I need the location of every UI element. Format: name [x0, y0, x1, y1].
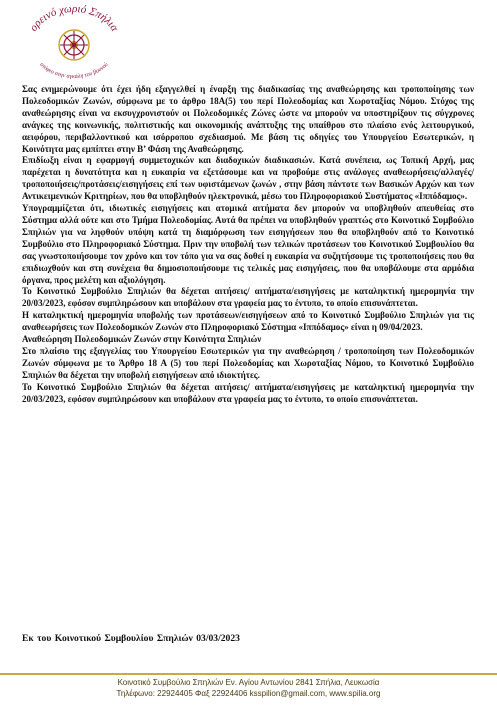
- footer-address: Κοινοτικό Συμβούλιο Σπηλιών Εν. Αγίου Αντωνίου 2841 Σπήλια, Λευκωσία: [117, 678, 380, 687]
- footer-contact: Τηλέφωνο: 22924405 Φαξ 22924406 ksspilion@gmail.com, www.spilia.org: [116, 689, 381, 698]
- signature-line: Εκ του Κοινοτικού Συμβουλίου Σπηλιών 03/03/2023: [22, 633, 240, 644]
- logo-emblem-icon: [59, 30, 89, 60]
- footer: [0, 677, 497, 699]
- footer-divider: [0, 673, 497, 675]
- section-heading: Αναθεώρηση Πολεοδομικών Ζωνών στην Κοινότητα Σπηλιών: [22, 334, 262, 345]
- paragraph-deadline-repeat: Το Κοινοτικό Συμβούλιο Σπηλιών θα δέχεται αιτήσεις/ αιτήματα/εισηγήσεις με καταληκτική ημερομηνία την 20/03/2023, εφόσον συμπληρώσουν και υποβάλουν στα γραφεία μας το έντυπο, το οποίο επισυνάπτεται.: [22, 381, 474, 404]
- paragraph-deadline-council: Η καταληκτική ημερομηνία υποβολής των προτάσεων/εισηγήσεων από το Κοινοτικό Συμβούλιο Σπηλιών για τις αναθεωρήσεις των Πολεοδομικών Ζωνών στο Πληροφοριακό Σύστημα «Ιππόδαμος» είναι η 09/04/2023.: [22, 310, 474, 333]
- announcement-body: [22, 84, 474, 405]
- paragraph-participation: Επιδίωξη είναι η εφαρμογή συμμετοχικών και διαδοχικών διαδικασιών. Κατά συνέπεια, ως Τοπική Αρχή, μας παρέχεται η δυνατότητα και η ευκαιρία να εξετάσουμε και να προβούμε στις ανάλογες αναθεωρήσεις/αλλαγές/τροποποιήσεις/προτάσεις/εισηγήσεις επί των υφιστάμενων ζωνών , στην βάση πάντοτε των Βασικών Αρχών και των Αντικειμενικών Κριτηρίων, που θα υποβληθούν ηλεκτρονικά, μέσω του Πληροφοριακού Συστήματος «Ιππόδαμος».: [22, 155, 474, 202]
- logo-title: ορεινό χωριό Σπήλια: [27, 4, 121, 34]
- paragraph-owners-submissions: Στο πλαίσιο της εξαγγελίας του Υπουργείου Εσωτερικών για την αναθεώρηση / τροποποίηση των Πολεοδομικών Ζωνών σύμφωνα με το Άρθρο 18 Α (5) του περί Πολεοδομίας και Χωροταξίας Νόμου, το Κοινοτικό Συμβούλιο Σπηλιών θα δέχεται την υποβολή εισηγήσεων από ιδιοκτήτες.: [22, 345, 474, 380]
- village-logo: [14, 4, 134, 82]
- logo-subtitle: ατόφιο στην αγκάλη του βουνού: [38, 61, 110, 81]
- paragraph-private-submissions: Υπογραμμίζεται ότι, ιδιωτικές εισηγήσεις και ατομικά αιτήματα δεν μπορούν να υποβληθούν απευθείας στο Σύστημα αλλά ούτε και στο Τμήμα Πολεοδομίας. Αυτά θα πρέπει να υποβληθούν γραπτώς στο Κοινοτικό Συμβούλιο Σπηλιών για να ληφθούν υπόψη κατά τη διαμόρφωση των εισηγήσεων που θα υποβληθούν από το Κοινοτικό Συμβούλιο στο Πληροφοριακό Σύστημα. Πριν την υποβολή των τελικών προτάσεων του Κοινοτικού Συμβουλίου θα σας γνωστοποιήσουμε τον χρόνο και τον τόπο για να σας δοθεί η ευκαιρία να συζητήσουμε τις τροποποιήσεις που θα επιδιωχθούν και στη συνέχεια θα δημοσιοποιήσουμε τις τελικές μας εισηγήσεις, που θα υποβάλουμε στα αρμόδια όργανα, προς μελέτη και αξιολόγηση.: [22, 203, 474, 285]
- paragraph-deadline-requests: Το Κοινοτικό Συμβούλιο Σπηλιών θα δέχεται αιτήσεις/ αιτήματα/εισηγήσεις με καταληκτική ημερομηνία την 20/03/2023, εφόσον συμπληρώσουν και υποβάλουν στα γραφεία μας το έντυπο, το οποίο επισυνάπτεται.: [22, 286, 474, 309]
- paragraph-intro: Σας ενημερώνουμε ότι έχει ήδη εξαγγελθεί η έναρξη της διαδικασίας της αναθεώρησης και τροποποίησης των Πολεοδομικών Ζωνών, σύμφωνα με το άρθρο 18Α(5) του περί Πολεοδομίας και Χωροταξίας Νόμου. Στόχος της αναθεώρησης είναι να εκσυγχρονιστούν οι Πολεοδομικές Ζώνες ώστε να μπορούν να υποστηρίξουν τις σύγχρονες ανάγκες της κοινωνικής, πολιτιστικής και οικονομικής ανάπτυξης της υπαίθρου στο πλαίσιο ενός λειτουργικού, αειφόρου, περιβαλλοντικού και ισόρροπου σχεδιασμού. Με βάση τις οδηγίες του Υπουργείου Εσωτερικών, η Κοινότητα μας εμπίπτει στην Β’ Φάση της Αναθεώρησης.: [22, 84, 474, 154]
